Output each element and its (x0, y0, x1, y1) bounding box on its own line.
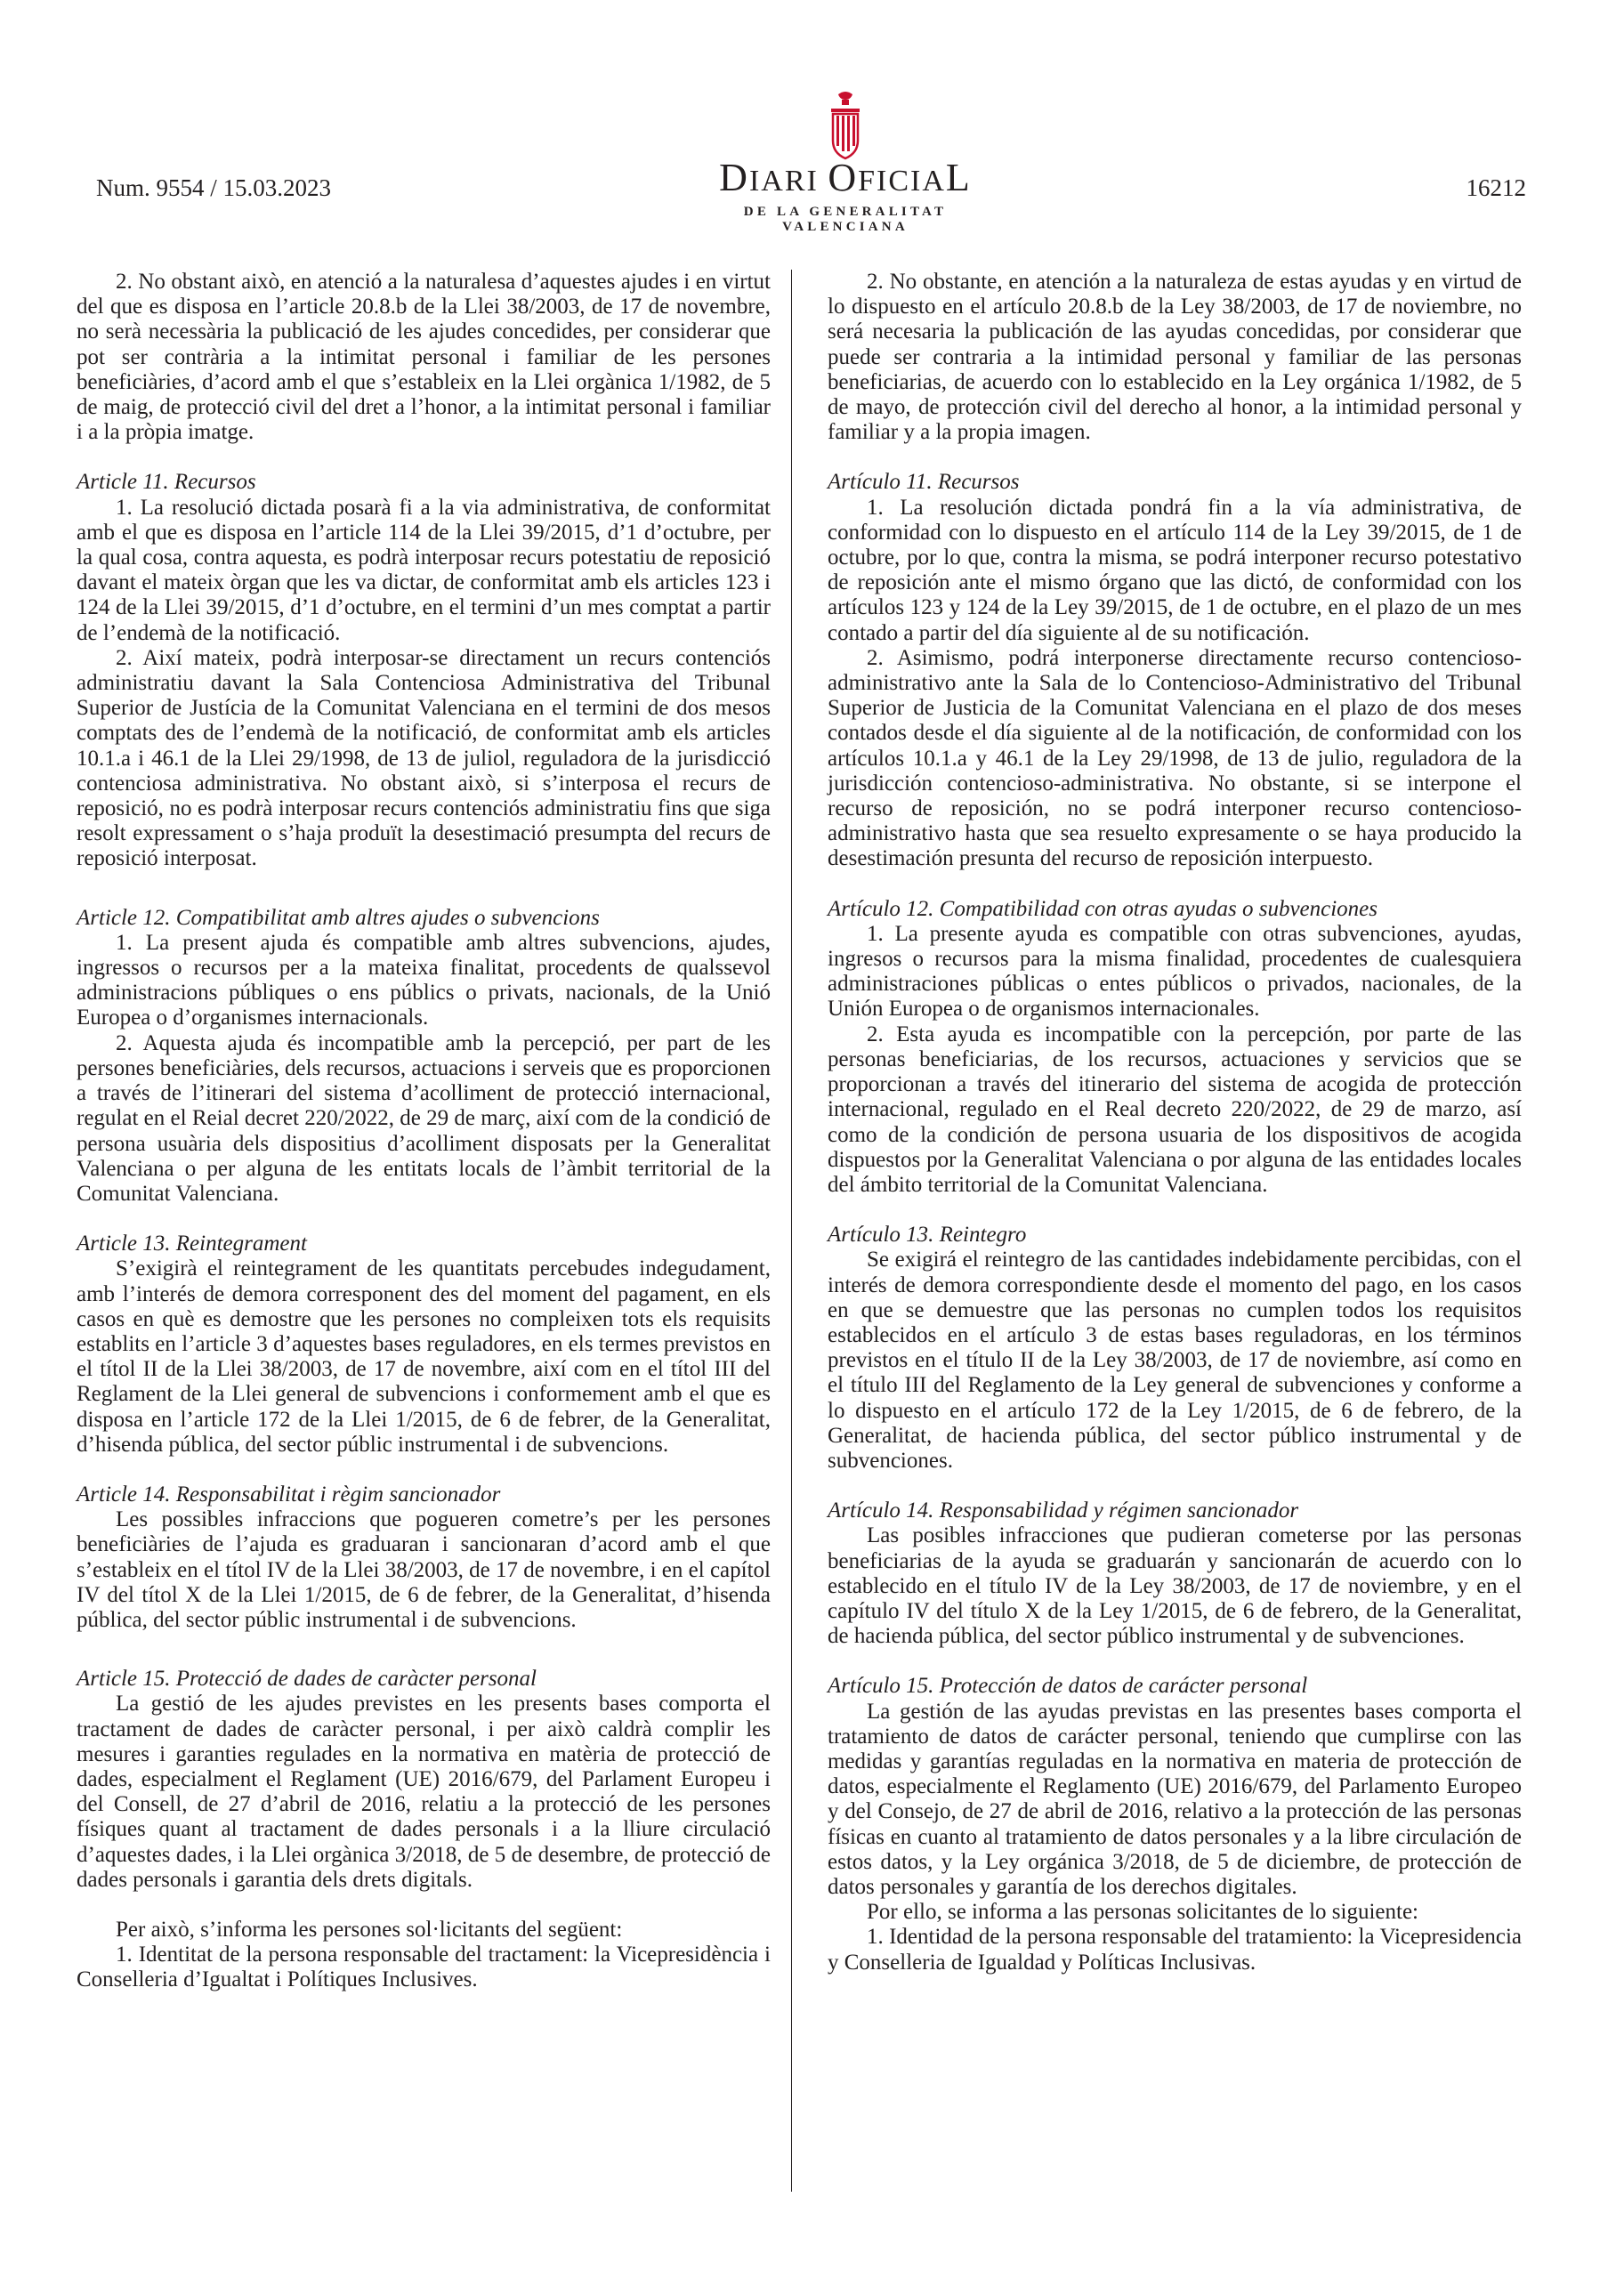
paragraph: 1. Identidad de la persona responsable del tratamiento: la Vicepresidencia y Conselleria de Igualdad y Políticas Inclusivas. (828, 1925, 1522, 1975)
article-heading: Artículo 12. Compatibilidad con otras ayudas o subvenciones (828, 896, 1378, 921)
column-divider (791, 270, 792, 2192)
paragraph: 2. Esta ayuda es incompatible con la percepción, por parte de las personas beneficiarias, de los recursos, actuaciones y servicios que se proporcionan a través del itinerario del sistema de acogida de protección internacional, regulado en el Real decreto 220/2022, de 29 de marzo, así como de la condición de persona usuaria de los dispositivos de acogida dispuestos por la Generalitat Valenciana o por alguna de las entidades locales del ámbito territorial de la Comunitat Valenciana. (828, 1022, 1522, 1197)
article-heading: Article 13. Reintegrament (77, 1232, 307, 1256)
paragraph: 1. La present ajuda és compatible amb altres subvencions, ajudes, ingressos o recursos per a la mateixa finalitat, procedents de qualssevol administracions públiques o ens públics o privats, nacionals, de la Unió Europea o d’organismes internacionals. (77, 930, 771, 1030)
paragraph: 1. La presente ayuda es compatible con otras subvenciones, ayudas, ingresos o recursos para la misma finalidad, procedentes de cualesquiera administraciones públicas o entes públicos o privados, nacionales, de la Unión Europea o de organismos internacionales. (828, 921, 1522, 1022)
issue-number-date: Num. 9554 / 15.03.2023 (96, 174, 332, 201)
paragraph: 2. No obstante, en atención a la naturaleza de estas ayudas y en virtud de lo dispuesto en el artículo 20.8.b de la Ley 38/2003, de 17 de noviembre, no será necesaria la publicación de las ayudas concedidas, por considerar que puede ser contraria a la intimidad personal y familiar de las personas beneficiarias, de acuerdo con lo establecido en la Ley orgánica 1/1982, de 5 de mayo, de protección civil del derecho al honor, a la intimidad personal y familiar y a la propia imagen. (828, 270, 1522, 445)
paragraph: 2. Així mateix, podrà interposar-se directament un recurs contenciós administratiu davant la Sala Contenciosa Administrativa del Tribunal Superior de Justícia de la Comunitat Valenciana en el termini de dos mesos comptats des de l’endemà de la notificació, de conformitat amb els articles 10.1.a i 46.1 de la Llei 29/1998, de 13 de juliol, reguladora de la jurisdicció contenciosa administrativa. No obstant això, si s’interposa el recurs de reposició, no es podrà interposar recurs contenciós administratiu fins que siga resolt expressament o s’haja produït la desestimació presumpta del recurs de reposició interposat. (77, 645, 771, 871)
paragraph: Se exigirá el reintegro de las cantidades indebidamente percibidas, con el interés de demora correspondiente desde el momento del pago, en los casos en que se demuestre que las personas no cumplen todos los requisitos establecidos en el artículo 3 de estas bases reguladoras, en los términos previstos en el título II de la Ley 38/2003, de 17 de noviembre, así como en el título III del Reglamento de la Ley general de subvenciones y conforme a lo dispuesto en el artículo 172 de la Ley 1/2015, de 6 de febrero, de la Generalitat, de hacienda pública, del sector público instrumental y de subvenciones. (828, 1248, 1522, 1473)
paragraph: 2. Asimismo, podrá interponerse directamente recurso contencioso-administrativo ante la Sala de lo Contencioso-Administrativo del Tribunal Superior de Justicia de la Comunitat Valenciana en el plazo de dos meses contados desde el día siguiente al de la notificación, de conformidad con los artículos 10.1.a y 46.1 de la Ley 29/1998, de 13 de julio, reguladora de la jurisdicción contencioso-administrativa. No obstante, si se interpone el recurso de reposición, no se podrá interponer recurso contencioso-administrativo hasta que sea resuelto expresamente o se haya producido la desestimación presunta del recurso de reposición interpuesto. (828, 645, 1522, 871)
article-heading: Artículo 14. Responsabilidad y régimen sancionador (828, 1498, 1299, 1523)
masthead-title: DIARI OFICIAL (719, 156, 972, 199)
page-header (0, 0, 1624, 234)
paragraph: 2. Aquesta ajuda és incompatible amb la percepció, per part de les persones beneficiàries, dels recursos, actuacions i serveis que es proporcionen a través de l’itinerari del sistema d’acolliment de protecció internacional, regulat en el Reial decret 220/2022, de 29 de març, així com de la condició de persona usuària dels dispositius d’acolliment disposats per la Generalitat Valenciana o per alguna de les entitats locals de l’àmbit territorial de la Comunitat Valenciana. (77, 1030, 771, 1206)
article-heading: Article 14. Responsabilitat i règim sancionador (77, 1482, 501, 1507)
paragraph: 1. Identitat de la persona responsable del tractament: la Vicepresidència i Conselleria d’Igualtat i Polítiques Inclusives. (77, 1943, 771, 1992)
article-heading: Artículo 13. Reintegro (828, 1223, 1027, 1248)
valencian-column (77, 270, 771, 1993)
article-heading: Article 11. Recursos (77, 470, 256, 495)
paragraph: 1. La resolució dictada posarà fi a la via administrativa, de conformitat amb el que es disposa en l’article 114 de la Llei 39/2015, d’1 d’octubre, per la qual cosa, contra aquesta, es podrà interposar recurs potestatiu de reposició davant el mateix òrgan que les va dictar, de conformitat amb els articles 123 i 124 de la Llei 39/2015, d’1 d’octubre, en el termini d’un mes comptat a partir de l’endemà de la notificació. (77, 495, 771, 645)
paragraph: La gestión de las ayudas previstas en las presentes bases comporta el tratamiento de datos de carácter personal, teniendo que cumplirse con las medidas y garantías reguladas en la normativa en materia de protección de datos, especialmente el Reglamento (UE) 2016/679, del Parlamento Europeo y del Consejo, de 27 de abril de 2016, relativo a la protección de las personas físicas en cuanto al tratamiento de datos personales y a la libre circulación de estos datos, y la Ley orgánica 3/2018, de 5 de diciembre, de protección de datos personales y garantía de los derechos digitales. (828, 1699, 1522, 1899)
spanish-column (828, 270, 1522, 1975)
article-heading: Article 15. Protecció de dades de caràcter personal (77, 1667, 537, 1692)
article-heading: Artículo 15. Protección de datos de carácter personal (828, 1674, 1308, 1699)
masthead-subtitle: DE LA GENERALITAT VALENCIANA (743, 205, 948, 234)
page-number: 16212 (1466, 174, 1526, 201)
article-heading: Artículo 11. Recursos (828, 470, 1020, 495)
paragraph: Per això, s’informa les persones sol·licitants del següent: (116, 1917, 623, 1942)
paragraph: 1. La resolución dictada pondrá fin a la vía administrativa, de conformidad con lo dispuesto en el artículo 114 de la Ley 39/2015, de 1 de octubre, por lo que, contra la misma, se podrá interponer recurso potestativo de reposición ante el mismo órgano que las dictó, de conformidad con los artículos 123 y 124 de la Ley 39/2015, de 1 de octubre, en el plazo de un mes contado a partir del día siguiente al de su notificación. (828, 495, 1522, 645)
article-heading: Article 12. Compatibilitat amb altres ajudes o subvencions (77, 905, 600, 930)
paragraph: S’exigirà el reintegrament de les quantitats percebudes indegudament, amb l’interés de demora corresponent des del moment del pagament, en els casos en què es demostre que les persones no compleixen tots els requisits establits en l’article 3 d’aquestes bases reguladores, en els termes previstos en el títol II de la Llei 38/2003, de 17 de novembre, així com en el títol III del Reglament de la Llei general de subvencions i conformement amb el que es disposa en l’article 172 de la Llei 1/2015, de 6 de febrer, de la Generalitat, d’hisenda pública, del sector públic instrumental i de subvencions. (77, 1256, 771, 1457)
paragraph: Por ello, se informa a las personas solicitantes de lo siguiente: (867, 1900, 1418, 1925)
paragraph: Las posibles infracciones que pudieran cometerse por las personas beneficiarias de la ayuda se graduarán y sancionarán de acuerdo con lo establecido en el título IV de la Ley 38/2003, de 17 de noviembre, y en el capítulo IV del título X de la Ley 1/2015, de 6 de febrero, de la Generalitat, de hacienda pública, del sector público instrumental y de subvenciones. (828, 1523, 1522, 1649)
paragraph: Les possibles infraccions que pogueren cometre’s per les persones beneficiàries de l’ajuda es graduaran i sancionaran d’acord amb el que s’estableix en el títol IV de la Llei 38/2003, de 17 de novembre, i en el capítol IV del títol X de la Llei 1/2015, de 6 de febrer, de la Generalitat, d’hisenda pública, del sector públic instrumental i de subvencions. (77, 1507, 771, 1632)
paragraph: La gestió de les ajudes previstes en les presents bases comporta el tractament de dades de caràcter personal, i per això caldrà complir les mesures i garanties regulades en la normativa en matèria de protecció de dades, especialment el Reglament (UE) 2016/679, del Parlament Europeu i del Consell, de 27 d’abril de 2016, relatiu a la protecció de les persones físiques quant al tractament de dades personals i a la lliure circulació d’aquestes dades, i la Llei orgànica 3/2018, de 5 de desembre, de protecció de dades personals i garantia dels drets digitals. (77, 1692, 771, 1892)
paragraph: 2. No obstant això, en atenció a la naturalesa d’aquestes ajudes i en virtut del que es disposa en l’article 20.8.b de la Llei 38/2003, de 17 de novembre, no serà necessària la publicació de les ajudes concedides, per considerar que pot ser contrària a la intimitat personal i familiar de les persones beneficiàries, d’acord amb el que s’estableix en la Llei orgànica 1/1982, de 5 de maig, de protecció civil del dret a l’honor, a la intimitat personal i familiar i a la pròpia imatge. (77, 270, 771, 445)
masthead-logo (685, 89, 1006, 234)
generalitat-crest-icon (819, 89, 872, 162)
